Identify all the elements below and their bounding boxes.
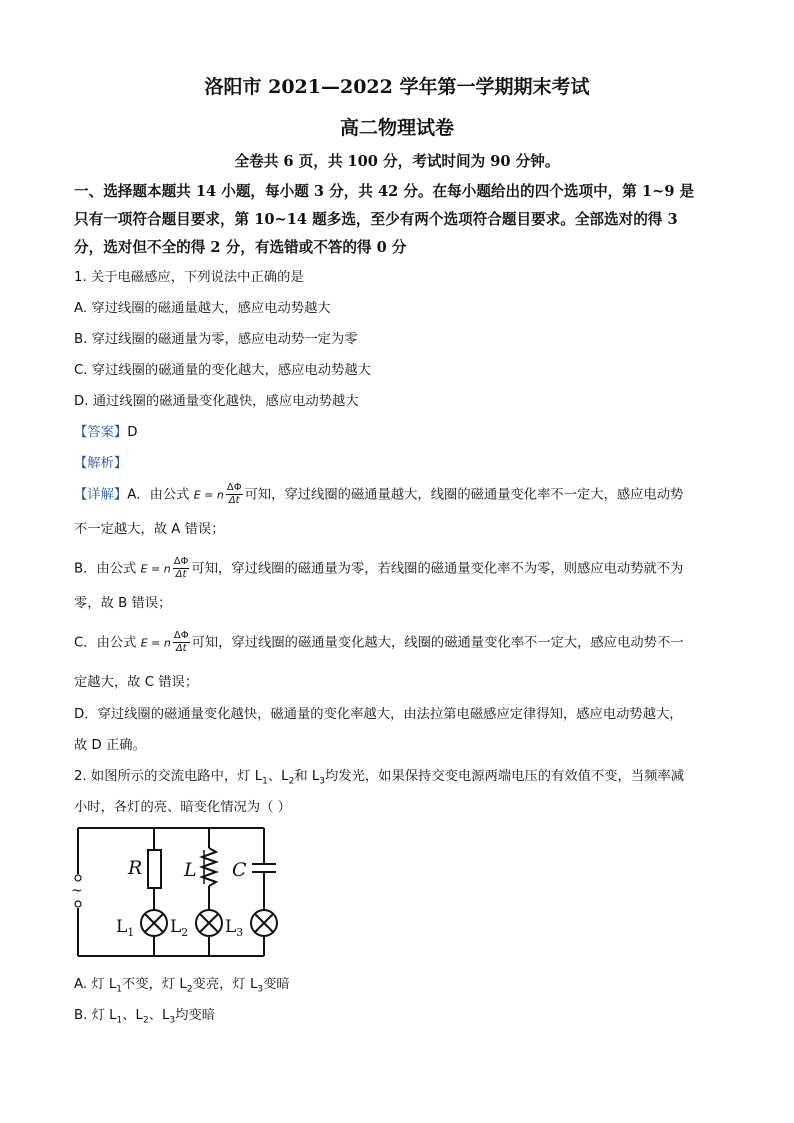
stem-text: 、L	[267, 769, 289, 784]
formula-fraction	[173, 630, 190, 655]
stem-text: 均发光，如果保持交变电源两端电压的有效值不变，当频率减	[324, 769, 684, 784]
q2-stem-line1	[74, 765, 684, 787]
exam-info: 全卷共 6 页，共 100 分，考试时间为 90 分钟。	[234, 153, 560, 170]
subscript: 2	[186, 984, 193, 995]
section-instructions-line3: 分，选对但不全的得 2 分，有选错或不答的得 0 分	[74, 239, 407, 256]
q1-stem: 1. 关于电磁感应，下列说法中正确的是	[74, 270, 304, 285]
formula-lhs: E = n	[193, 488, 224, 502]
lamp-label-3: $L_3$	[225, 917, 244, 939]
source-terminal-top	[75, 875, 81, 881]
analysis-tag: 【解析】	[74, 456, 128, 471]
q1-explanation-a2: 不一定越大，故 A 错误；	[74, 522, 225, 537]
opt-text: 变亮，灯 L	[192, 977, 258, 992]
lamp-label-2: $L_2$	[170, 917, 189, 939]
answer-value: D	[127, 425, 138, 440]
q1-option-c: C. 穿过线圈的磁通量的变化越大，感应电动势越大	[74, 363, 371, 378]
q1-option-d: D. 通过线圈的磁通量变化越快，感应电动势越大	[74, 394, 359, 409]
opt-text: 、L	[122, 1008, 143, 1023]
subscript: 1	[116, 1015, 123, 1026]
opt-text: 不变，灯 L	[121, 977, 187, 992]
source-terminal-bottom	[75, 901, 81, 907]
opt-text: 、L	[148, 1008, 170, 1023]
subscript: 3	[169, 1015, 176, 1026]
subscript: 2	[142, 1015, 149, 1026]
subscript: 2	[288, 776, 295, 787]
q1-explanation-d2: 故 D 正确。	[74, 738, 146, 753]
formula-lhs: E = n	[140, 562, 171, 576]
exp-text: C．由公式	[74, 635, 137, 651]
opt-text: 均变暗	[175, 1008, 216, 1023]
ac-circuit-diagram	[68, 822, 283, 962]
answer-tag: 【答案】	[74, 425, 128, 440]
formula-denominator: Δt	[228, 495, 240, 506]
opt-text: A. 灯 L	[74, 977, 117, 992]
label-r: R	[128, 857, 143, 879]
section-instructions-line2: 只有一项符合题目要求，第 10~14 题多选，至少有两个选项符合题目要求。全部选对的得 3	[74, 211, 678, 228]
label-l: L	[184, 859, 197, 881]
resistor-symbol	[148, 850, 161, 888]
formula-numerator: ΔΦ	[226, 482, 242, 493]
label-c: C	[232, 859, 247, 881]
q1-option-a: A. 穿过线圈的磁通量越大，感应电动势越大	[74, 301, 331, 316]
exp-text: 可知，穿过线圈的磁通量越大，线圈的磁通量变化率不一定大，感应电动势	[244, 487, 684, 503]
detail-tag: 【详解】	[74, 487, 128, 503]
formula-denominator: Δt	[175, 643, 187, 654]
stem-text: 和 L	[294, 769, 320, 784]
exp-text: 可知，穿过线圈的磁通量变化越大，线圈的磁通量变化率不一定大，感应电动势不一	[191, 635, 684, 651]
q2-option-a	[74, 973, 290, 995]
stem-text: 2. 如图所示的交流电路中，灯 L	[74, 769, 263, 784]
q1-option-b: B. 穿过线圈的磁通量为零，感应电动势一定为零	[74, 332, 358, 347]
exp-text: B．由公式	[74, 561, 137, 577]
q1-answer	[74, 421, 137, 440]
formula-denominator: Δt	[175, 569, 187, 580]
q1-explanation-a1	[74, 482, 683, 507]
ac-source-symbol: ~	[71, 883, 83, 899]
subscript: 3	[319, 776, 325, 787]
page-title: 洛阳市 2021—2022 学年第一学期期末考试	[204, 76, 590, 98]
formula-fraction	[173, 556, 190, 581]
formula-fraction	[226, 482, 243, 507]
q1-explanation-c1	[74, 630, 684, 655]
q1-explanation-d1: D．穿过线圈的磁通量变化越快，磁通量的变化率越大，由法拉第电磁感应定律得知，感应电动势越大，	[74, 707, 683, 722]
subscript: 1	[116, 984, 122, 995]
q1-explanation-c2: 定越大，故 C 错误；	[74, 675, 199, 690]
q2-option-b	[74, 1004, 215, 1026]
formula-lhs: E = n	[140, 636, 171, 650]
page-subtitle: 高二物理试卷	[339, 117, 454, 139]
section-instructions-line1: 一、选择题本题共 14 小题，每小题 3 分，共 42 分。在每小题给出的四个选项中，第 1~9 是	[74, 183, 695, 200]
formula-numerator: ΔΦ	[173, 630, 189, 641]
exp-text: 可知，穿过线圈的磁通量为零，若线圈的磁通量变化率不为零，则感应电动势就不为	[191, 561, 684, 577]
exp-text: A．由公式	[127, 487, 190, 503]
opt-text: B. 灯 L	[74, 1008, 117, 1023]
subscript: 1	[262, 776, 268, 787]
q2-stem-line2: 小时，各灯的亮、暗变化情况为（ ）	[74, 800, 291, 815]
formula-numerator: ΔΦ	[173, 556, 189, 567]
opt-text: 变暗	[263, 977, 290, 992]
lamp-label-1: $L_1$	[116, 917, 135, 939]
q1-explanation-b1	[74, 556, 683, 581]
subscript: 3	[257, 984, 264, 995]
q1-explanation-b2: 零，故 B 错误；	[74, 596, 172, 611]
